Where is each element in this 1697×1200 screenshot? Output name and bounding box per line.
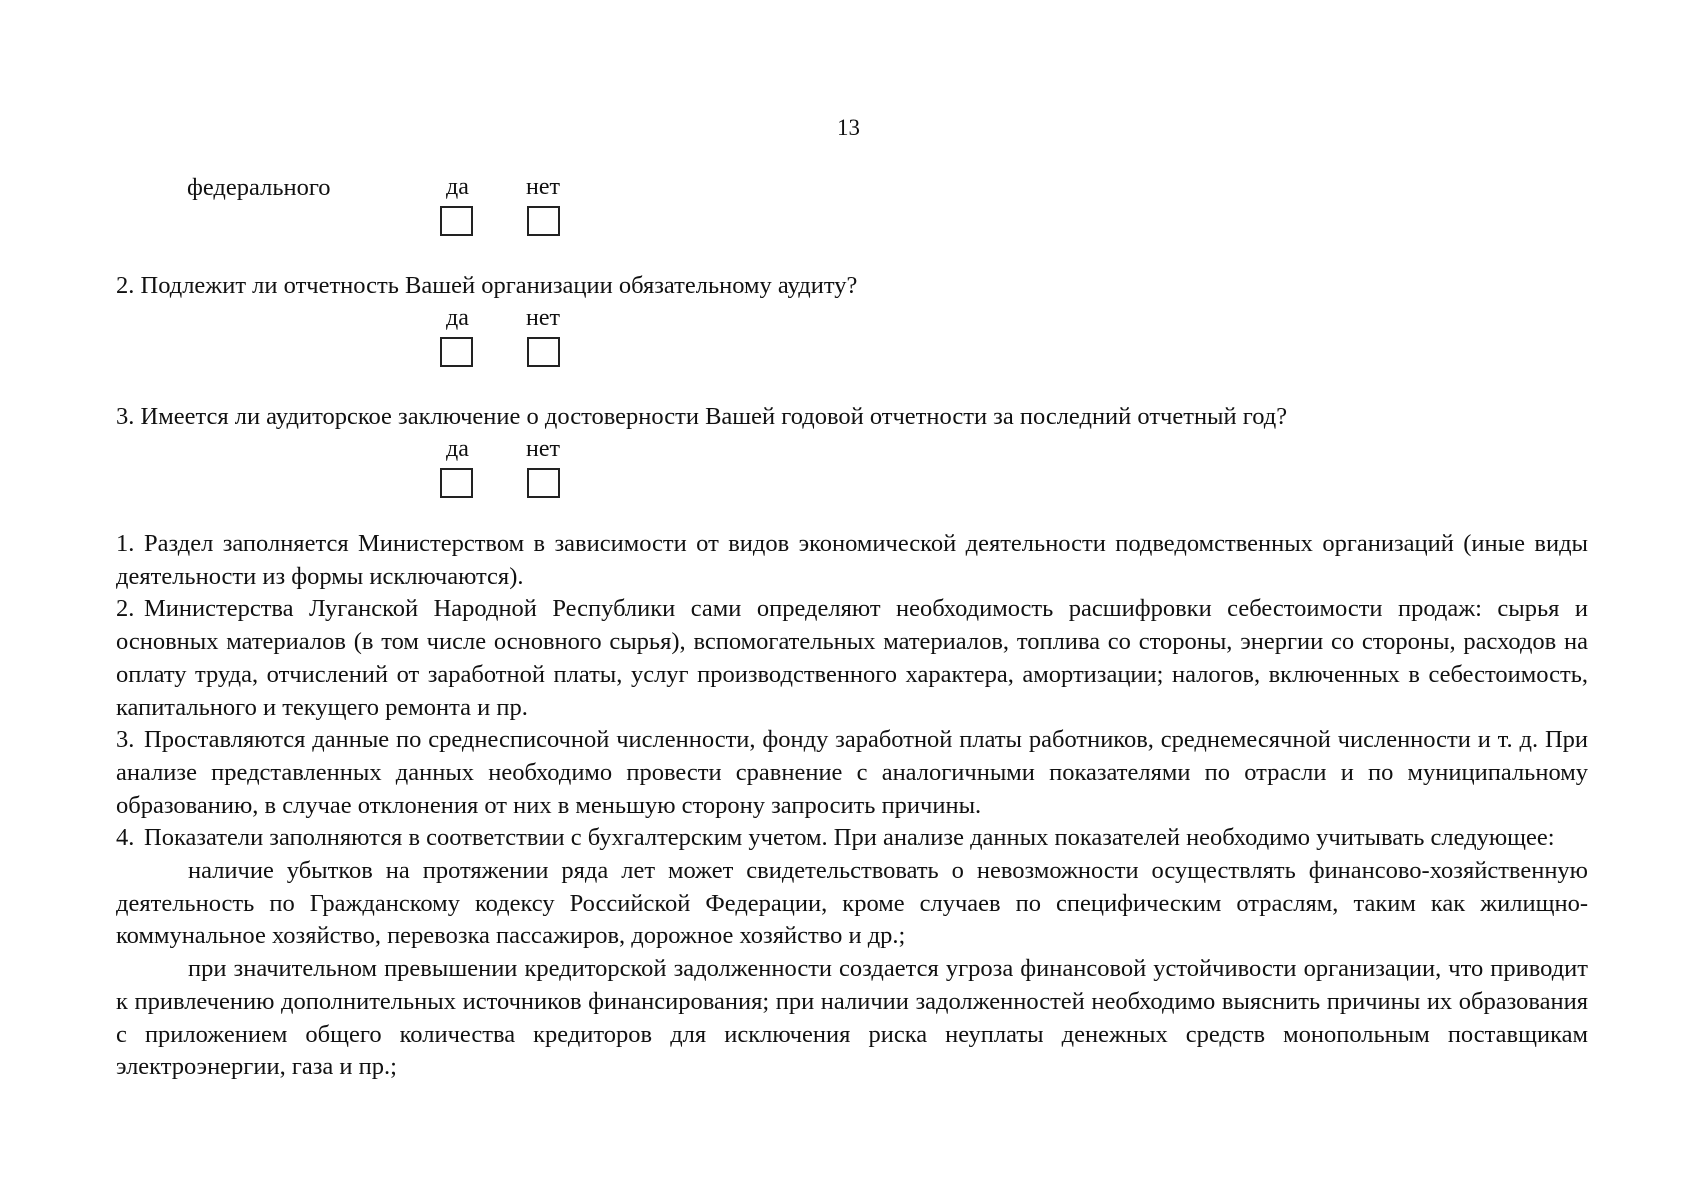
federal-yes-label: да [446,174,469,200]
federal-label: федерального [187,174,331,201]
audit-opinion-yes-label: да [446,436,469,462]
audit-required-yes-label: да [446,305,469,331]
note-number: 4. [116,824,135,852]
note-2 [116,593,1588,724]
note-3 [116,724,1588,822]
note-number: 1. [116,530,135,557]
audit-opinion-no-label: нет [526,436,560,462]
note-4 [116,822,1588,855]
note-text: Министерства Луганской Народной Республики сами определяют необходимость расшифровки себестоимости продаж: сырья и основных материалов (в том числе основного сырья), вспомогательных материалов, топлива со стороны, энергии со стороны, расходов на оплату труда, отчислений от заработной платы, услуг производственного характера, амортизации; налогов, включенных в себестоимость, капитального и текущего ремонта и пр. [116,595,1588,721]
audit-required-no-label: нет [526,305,560,331]
note-text: Показатели заполняются в соответствии с бухгалтерским учетом. При анализе данных показателей необходимо учитывать следующее: [144,824,1555,852]
question-audit-required: 2. Подлежит ли отчетность Вашей организации обязательному аудиту? [116,272,858,299]
federal-yes-checkbox[interactable] [440,206,473,236]
paragraph-payables: при значительном превышении кредиторской задолженности создается угроза финансовой устойчивости организации, что приводит к привлечению дополнительных источников финансирования; при наличии задолженностей необходимо выяснить причины их образования с приложением общего количества кредиторов для исключения риска неуплаты денежных средств монопольным поставщикам электроэнергии, газа и пр.; [116,955,1588,1081]
federal-no-label: нет [526,174,560,200]
audit-opinion-no-checkbox[interactable] [527,468,560,498]
audit-opinion-yes-checkbox[interactable] [440,468,473,498]
audit-required-yes-checkbox[interactable] [440,337,473,367]
federal-no-checkbox[interactable] [527,206,560,236]
note-number: 3. [116,726,135,754]
page-number: 13 [837,115,860,140]
note-1 [116,528,1588,593]
notes-section [116,528,1588,1084]
note-number: 2. [116,595,135,623]
paragraph-losses: наличие убытков на протяжении ряда лет может свидетельствовать о невозможности осуществлять финансово-хозяйственную деятельность по Гражданскому кодексу Российской Федерации, кроме случаев по специфическим отраслям, таким как жилищно-коммунальное хозяйство, перевозка пассажиров, дорожное хозяйство и др.; [116,857,1588,950]
question-audit-opinion: 3. Имеется ли аудиторское заключение о достоверности Вашей годовой отчетности за последний отчетный год? [116,403,1288,430]
note-text: Раздел заполняется Министерством в зависимости от видов экономической деятельности подведомственных организаций (иные виды деятельности из формы исключаются). [116,530,1588,590]
audit-required-no-checkbox[interactable] [527,337,560,367]
note-text: Проставляются данные по среднесписочной численности, фонду заработной платы работников, среднемесячной численности и т. д. При анализе представленных данных необходимо провести сравнение с аналогичными показателями по отрасли и по муниципальному образованию, в случае отклонения от них в меньшую сторону запросить причины. [116,726,1588,819]
